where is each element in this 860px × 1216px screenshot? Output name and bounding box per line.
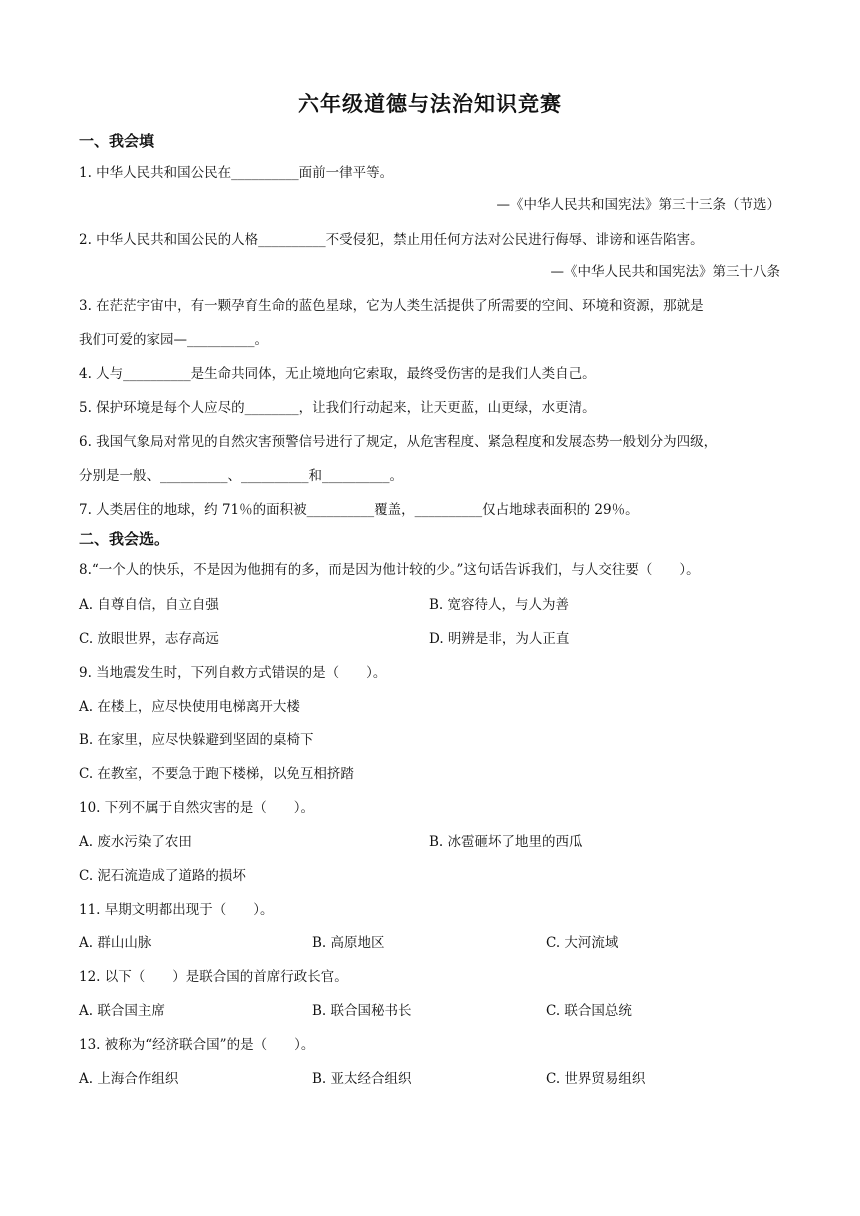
question-12-option-a: A. 联合国主席 bbox=[79, 1003, 165, 1019]
question-8: 8.“一个人的快乐，不是因为他拥有的多，而是因为他计较的少。”这句话告诉我们，与人交往要（ ）。 bbox=[79, 562, 700, 578]
question-11-option-b: B. 高原地区 bbox=[312, 935, 385, 951]
question-9: 9. 当地震发生时，下列自救方式错误的是（ ）。 bbox=[79, 665, 387, 681]
question-10-option-b: B. 冰雹砸坏了地里的西瓜 bbox=[429, 834, 583, 850]
question-12-option-c: C. 联合国总统 bbox=[546, 1003, 632, 1019]
question-3-line-2: 我们可爱的家园—__________。 bbox=[79, 332, 268, 348]
question-10-option-c: C. 泥石流造成了道路的损坏 bbox=[79, 868, 246, 884]
question-3-line-1: 3. 在茫茫宇宙中，有一颗孕育生命的蓝色星球，它为人类生活提供了所需要的空间、环境和资源，那就是 bbox=[79, 298, 704, 314]
section-heading-choice: 二、我会选。 bbox=[79, 530, 170, 548]
question-5: 5. 保护环境是每个人应尽的________，让我们行动起来，让天更蓝，山更绿，水更清。 bbox=[79, 400, 596, 416]
question-13-option-c: C. 世界贸易组织 bbox=[546, 1071, 646, 1087]
question-6-line-2: 分别是一般、__________、__________和__________。 bbox=[79, 468, 403, 484]
question-8-option-a: A. 自尊自信，自立自强 bbox=[79, 597, 219, 613]
question-12-option-b: B. 联合国秘书长 bbox=[312, 1003, 412, 1019]
question-7: 7. 人类居住的地球，约 71％的面积被__________覆盖，__________仅占地球表面积的 29％。 bbox=[79, 502, 639, 518]
page-title: 六年级道德与法治知识竞赛 bbox=[298, 92, 562, 116]
section-heading-fill: 一、我会填 bbox=[79, 132, 155, 150]
question-4: 4. 人与__________是生命共同体，无止境地向它索取，最终受伤害的是我们人类自己。 bbox=[79, 366, 596, 382]
question-1-source: —《中华人民共和国宪法》第三十三条（节选） bbox=[496, 197, 780, 213]
question-2-source: —《中华人民共和国宪法》第三十八条 bbox=[550, 264, 780, 280]
question-9-option-b: B. 在家里，应尽快躲避到坚固的桌椅下 bbox=[79, 732, 314, 748]
question-2: 2. 中华人民共和国公民的人格__________不受侵犯，禁止用任何方法对公民进行侮辱、诽谤和诬告陷害。 bbox=[79, 232, 704, 248]
question-10: 10. 下列不属于自然灾害的是（ ）。 bbox=[79, 800, 315, 816]
question-10-option-a: A. 废水污染了农田 bbox=[79, 834, 192, 850]
question-1: 1. 中华人民共和国公民在__________面前一律平等。 bbox=[79, 165, 394, 181]
question-6-line-1: 6. 我国气象局对常见的自然灾害预警信号进行了规定，从危害程度、紧急程度和发展态势一般划分为四级， bbox=[79, 434, 718, 450]
question-12: 12. 以下（ ）是联合国的首席行政长官。 bbox=[79, 969, 348, 985]
question-8-option-d: D. 明辨是非，为人正直 bbox=[429, 631, 570, 647]
question-13-option-b: B. 亚太经合组织 bbox=[312, 1071, 412, 1087]
question-9-option-a: A. 在楼上，应尽快使用电梯离开大楼 bbox=[79, 699, 300, 715]
question-8-option-c: C. 放眼世界，志存高远 bbox=[79, 631, 219, 647]
question-9-option-c: C. 在教室，不要急于跑下楼梯，以免互相挤踏 bbox=[79, 766, 354, 782]
question-11: 11. 早期文明都出现于（ ）。 bbox=[79, 902, 274, 918]
question-8-option-b: B. 宽容待人，与人为善 bbox=[429, 597, 570, 613]
question-11-option-c: C. 大河流域 bbox=[546, 935, 619, 951]
question-13-option-a: A. 上海合作组织 bbox=[79, 1071, 179, 1087]
question-13: 13. 被称为“经济联合国”的是（ ）。 bbox=[79, 1037, 315, 1053]
question-11-option-a: A. 群山山脉 bbox=[79, 935, 152, 951]
